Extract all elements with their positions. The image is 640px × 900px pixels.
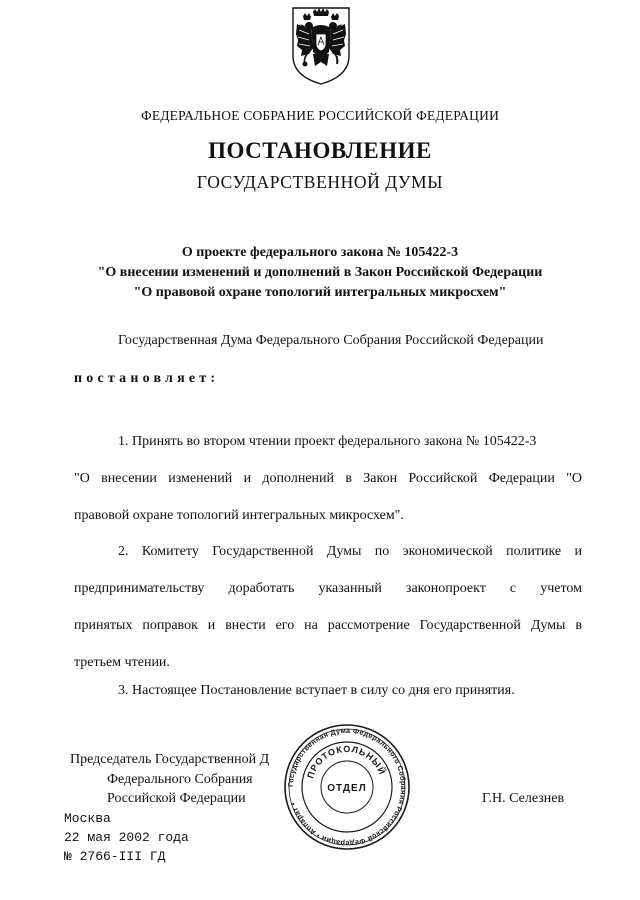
issue-city: Москва [64, 811, 111, 826]
paragraph-3-line: 3. Настоящее Постановление вступает в силу со дня его принятия. [118, 683, 515, 698]
chairman-name: Г.Н. Селезнев [482, 791, 565, 806]
assembly-name: ФЕДЕРАЛЬНОЕ СОБРАНИЕ РОССИЙСКОЙ ФЕДЕРАЦИИ [140, 108, 500, 123]
subject-line: "О правовой охране топологий интегральных микросхем" [133, 285, 507, 300]
round-seal-icon [282, 722, 412, 852]
paragraph-2-line: третьем чтении. [74, 655, 170, 670]
chairman-title: Председатель Государственной Д [70, 752, 270, 767]
issue-date: 22 мая 2002 года [64, 830, 189, 845]
paragraph-2-line: предпринимательству доработать указанный законопроект с учетом [74, 581, 582, 596]
seal-center-text: ОТДЕЛ [327, 783, 367, 794]
chairman-title: Федерального Собрания [107, 772, 253, 787]
paragraph-1-line: 1. Принять во втором чтении проект федерального закона № 105422-3 [118, 434, 537, 449]
decrees-word: постановляет: [74, 371, 220, 386]
subject-line: "О внесении изменений и дополнений в Закон Российской Федерации [97, 265, 543, 280]
seal-outer-text: Государственная Дума Федерального Собрания Российской Федерации • Аппарат • [285, 725, 409, 849]
paragraph-1-line: правовой охране топологий интегральных микросхем". [74, 508, 404, 523]
seal-ring-text: ПРОТОКОЛЬНЫЙ [305, 743, 388, 780]
page-subtitle: ГОСУДАРСТВЕННОЙ ДУМЫ [196, 172, 444, 192]
svg-text:ПРОТОКОЛЬНЫЙ [305, 744, 388, 780]
chairman-title: Российской Федерации [107, 791, 246, 806]
paragraph-2-line: принятых поправок и внести его на рассмотрение Государственной Думы в [74, 618, 582, 633]
paragraph-1-line: "О внесении изменений и дополнений в Закон Российской Федерации "О [74, 471, 582, 486]
subject-line: О проекте федерального закона № 105422-3 [181, 245, 459, 260]
intro-text: Государственная Дума Федерального Собрания Российской Федерации [118, 333, 544, 348]
paragraph-2-line: 2. Комитету Государственной Думы по экономической политике и [118, 544, 582, 559]
registration-number: № 2766-III ГД [64, 849, 166, 864]
page-title: ПОСТАНОВЛЕНИЕ [208, 138, 432, 163]
coat-of-arms-icon [287, 4, 355, 86]
